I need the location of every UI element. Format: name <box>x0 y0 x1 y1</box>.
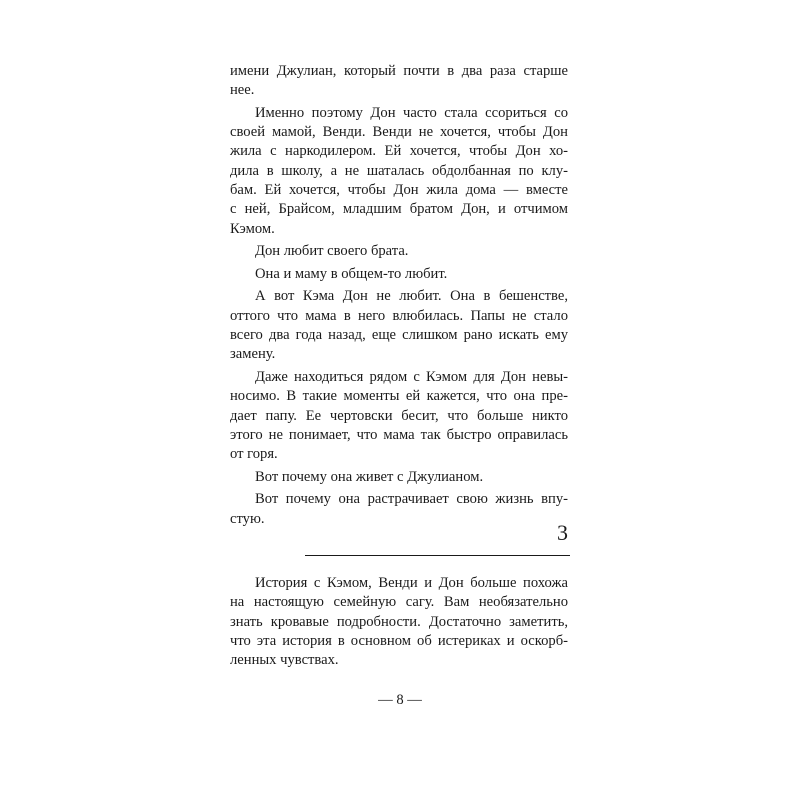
text-line: История с Кэмом, Венди и Дон больше похожа <box>255 575 568 591</box>
page-number: — 8 — <box>378 692 422 708</box>
text-line: оттого что мама в него влюбилась. Папы не стало <box>230 307 568 324</box>
chapter-number: 3 <box>557 520 568 545</box>
text-line: знать кровавые подробности. Достаточно заметить, <box>230 613 568 630</box>
text-line: Она и маму в общем-то любит. <box>255 265 448 282</box>
paragraph <box>230 368 568 464</box>
text-line: своей мамой, Венди. Венди не хочется, чтобы Дон <box>230 124 568 141</box>
chapter-heading <box>305 520 570 556</box>
paragraph <box>230 104 568 239</box>
text-line: Даже находиться рядом с Кэмом для Дон невы- <box>255 368 568 385</box>
chapter-body <box>230 574 568 674</box>
paragraph <box>230 574 568 670</box>
text-line: нее. <box>230 82 255 99</box>
paragraph <box>230 62 568 101</box>
text-line: Вот почему она живет с Джулианом. <box>255 468 484 485</box>
text-line: на настоящую семейную сагу. Вам необязательно <box>230 594 568 611</box>
text-line: этого не понимает, что мама так быстро оправилась <box>230 426 568 443</box>
text-line: носимо. В такие моменты ей кажется, что она пре- <box>230 388 568 405</box>
paragraph <box>230 242 568 261</box>
text-line: дила в школу, а не шаталась обдолбанная по клу- <box>230 162 568 179</box>
text-line: жила с наркодилером. Ей хочется, чтобы Дон хо- <box>230 143 568 160</box>
text-line: замену. <box>230 346 276 363</box>
paragraph <box>230 287 568 364</box>
text-line: что эта история в основном об истериках и оскорб- <box>230 632 568 649</box>
text-line: Кэмом. <box>230 220 275 237</box>
paragraph <box>230 265 568 284</box>
text-line: всего два года назад, еще слишком рано искать ему <box>230 327 568 344</box>
text-line: от горя. <box>230 446 278 463</box>
text-line: стую. <box>230 510 265 527</box>
text-line: А вот Кэма Дон не любит. Она в бешенстве, <box>255 288 568 305</box>
text-line: имени Джулиан, который почти в два раза старше <box>230 63 568 79</box>
paragraph <box>230 468 568 487</box>
chapter-rule <box>305 555 570 556</box>
text-line: Дон любит своего брата. <box>255 243 409 260</box>
text-line: бам. Ей хочется, чтобы Дон жила дома — вместе <box>230 182 568 199</box>
text-line: Вот почему она растрачивает свою жизнь впу- <box>255 491 568 508</box>
text-line: с ней, Брайсом, младшим братом Дон, и отчимом <box>230 201 568 218</box>
text-line: ленных чувствах. <box>230 652 339 669</box>
page-body-top <box>230 62 568 532</box>
text-line: Именно поэтому Дон часто стала ссориться со <box>255 104 568 121</box>
text-line: дает папу. Ее чертовски бесит, что больше никто <box>230 407 568 424</box>
